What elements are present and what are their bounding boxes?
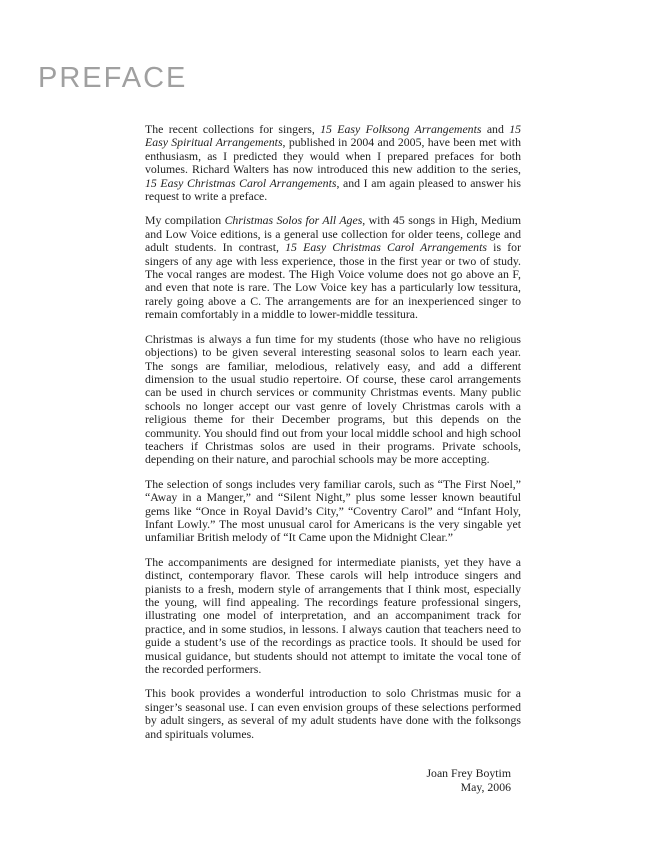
preface-paragraph-1: The recent collections for singers, 15 Easy Folksong Arrangements and 15 Easy Spiritual Arrangements, published in 2004 and 2005, have been met with enthusiasm, as I predicted they would when I prepared prefaces for both volumes. Richard Walters has now introduced this new addition to the series, 15 Easy Christmas Carol Arrangements, and I am again pleased to answer his request to write a preface.: [145, 122, 522, 204]
preface-paragraph-5: The accompaniments are designed for intermediate pianists, yet they have a distinct, contemporary flavor. These carols will help introduce singers and pianists to a fresh, modern style of arrangements that I think most, especially the young, will find appealing. The recordings feature professional singers, illustrating one model of interpretation, and an accompaniment track for practice, and in some studios, in lessons. I always caution that teachers need to guide a student’s use of the recordings as practice tools. It should be used for musical guidance, but students should not attempt to imitate the vocal tone of the recorded performers.: [145, 554, 521, 677]
signature-name: Joan Frey Boytim: [426, 766, 511, 781]
preface-paragraph-6: This book provides a wonderful introduction to solo Christmas music for a singer’s seasonal use. I can even envision groups of these selections performed by adult singers, as several of my adult students have done with the folksongs and spirituals volumes.: [145, 686, 521, 741]
signature-date: May, 2006: [460, 779, 511, 794]
preface-body: [145, 123, 521, 795]
preface-paragraph-2: My compilation Christmas Solos for All Ages, with 45 songs in High, Medium and Low Voice editions, is a general use collection for older teens, college and adult students. In contrast, 15 Easy Christmas Carol Arrangements is for singers of any age with less experience, those in the first year or two of study. The vocal ranges are modest. The High Voice volume does not go above an F, and even that note is rare. The Low Voice key has a particularly low tessitura, rarely going above a C. The arrangements are for an inexperienced singer to remain comfortably in a middle to lower-middle tessitura.: [145, 213, 522, 322]
signature-block: [145, 767, 521, 795]
page-title: PREFACE: [38, 62, 188, 94]
preface-paragraph-3: Christmas is always a fun time for my students (those who have no religious objections) to be given several interesting seasonal solos to learn each year. The songs are familiar, melodious, relatively easy, and add a different dimension to the usual studio repertoire. Of course, these carol arrangements can be used in church services or community Christmas events. Many public schools no longer accept our vast genre of lovely Christmas carols with a religious theme for their December programs, but this depends on the community. You should find out from your local middle school and high school teachers if Christmas solos are used in their programs. Private schools, depending on their nature, and parochial schools may be more accepting.: [145, 331, 521, 467]
preface-paragraph-4: The selection of songs includes very familiar carols, such as “The First Noel,” “Away in a Manger,” and “Silent Night,” plus some lesser known beautiful gems like “Once in Royal David’s City,” “Coventry Carol” and “Infant Holy, Infant Lowly.” The most unusual carol for Americans is the very singable yet unfamiliar British melody of “It Came upon the Midnight Clear.”: [145, 476, 521, 545]
